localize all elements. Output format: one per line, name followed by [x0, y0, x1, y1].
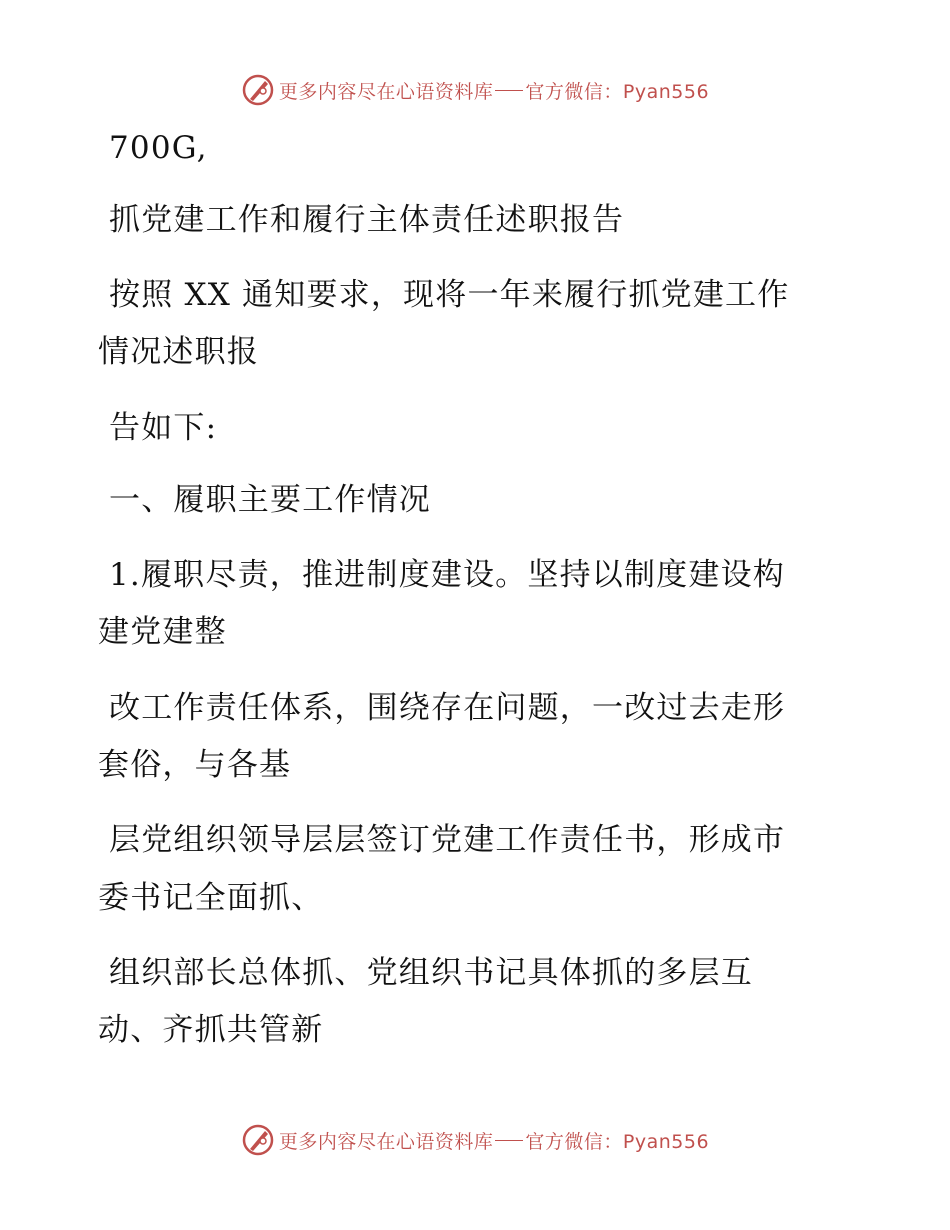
doc-line: 按照 XX 通知要求，现将一年来履行抓党建工作	[109, 277, 790, 313]
watermark-wechat-text: 官方微信：Pyan556	[525, 1130, 710, 1153]
watermark-site-text: 更多内容尽在心语资料库	[278, 80, 494, 103]
doc-line: 组织部长总体抓、党组织书记具体抓的多层互	[109, 955, 753, 991]
doc-line: 1.履职尽责，推进制度建设。坚持以制度建设构	[109, 557, 785, 593]
watermark-banner-top	[0, 70, 950, 110]
doc-line: 动、齐抓共管新	[98, 1012, 324, 1048]
watermark-banner-bottom	[0, 1120, 950, 1160]
doc-line: 改工作责任体系，围绕存在问题，一改过去走形	[109, 690, 786, 726]
doc-line: 层党组织领导层层签订党建工作责任书，形成市	[109, 822, 786, 858]
quill-logo-icon	[241, 1123, 275, 1157]
doc-line: 告如下:	[109, 410, 218, 446]
watermark-site-text: 更多内容尽在心语资料库	[278, 1130, 494, 1153]
doc-section-heading: 一、履职主要工作情况	[109, 482, 431, 518]
watermark-wechat-text: 官方微信：Pyan556	[525, 80, 710, 103]
quill-logo-icon	[241, 73, 275, 107]
watermark-dash	[495, 1140, 523, 1141]
doc-line: 情况述职报	[98, 334, 259, 370]
doc-line: 套俗，与各基	[98, 747, 292, 783]
doc-line: 建党建整	[98, 614, 227, 650]
doc-title: 抓党建工作和履行主体责任述职报告	[109, 202, 625, 238]
watermark-dash	[495, 90, 523, 91]
doc-line: 委书记全面抓、	[98, 880, 324, 916]
doc-line: 700G,	[109, 130, 208, 166]
